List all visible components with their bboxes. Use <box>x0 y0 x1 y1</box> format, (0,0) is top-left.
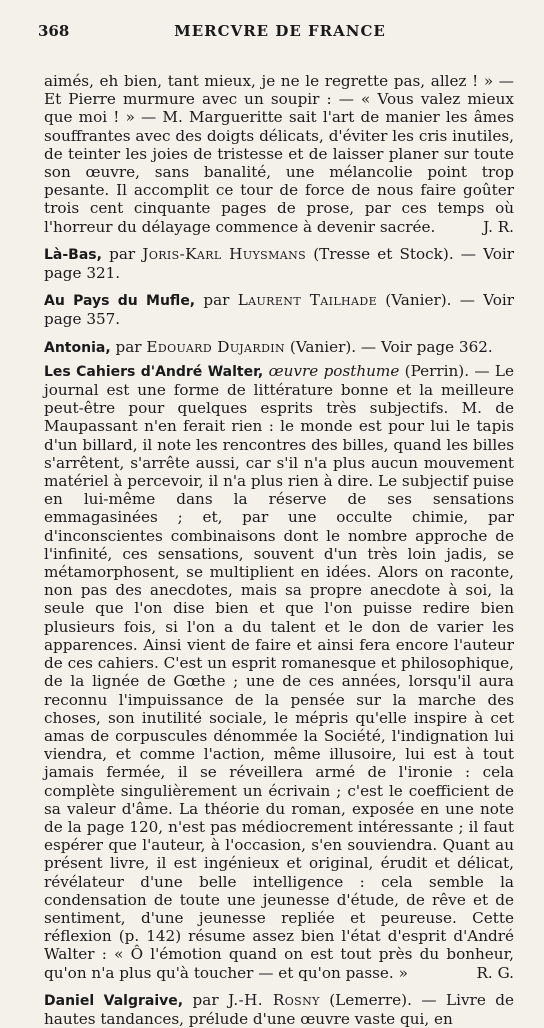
entry-publisher: (Vanier). — Voir page 362. <box>285 337 493 356</box>
entry-title: Au Pays du Mufle, <box>44 293 196 310</box>
entry-par: par <box>101 244 143 263</box>
entry-antonia <box>44 338 514 357</box>
continuation-paragraph <box>44 72 514 236</box>
entry-publisher: (Perrin). <box>399 361 470 380</box>
entry-title: Antonia, <box>44 339 111 356</box>
entry-title: Là-Bas, <box>44 246 102 263</box>
entry-subtitle: œuvre posthume <box>268 361 400 380</box>
entry-publisher: (Tresse et Stock). — Voir page 321. <box>44 244 514 283</box>
entry-publisher: (Vanier). — Voir page 357. <box>44 291 514 329</box>
entry-title: Les Cahiers d'André Walter, <box>44 363 264 380</box>
entry-par: par <box>110 337 147 356</box>
entry-body: (Lemerre). — Livre de hautes tandances, prélude d'une œuvre vaste qui, en <box>44 990 514 1028</box>
signature-rg: R. G. <box>476 963 514 982</box>
entry-author: Edouard Dujardin <box>146 337 286 356</box>
entry-daniel-valgraive <box>44 991 514 1028</box>
continuation-text: aimés, eh bien, tant mieux, je ne le regrette pas, allez ! » — Et Pierre murmure avec un soupir : — « Vous valez mieux que moi ! » — M. Margueritte sait l'art de manier les âmes souffrantes avec des doigts délicats, d'éviter les cris inutiles, de teinter les joies de tristesse et de laisser planer sur toute son œuvre, sans banalité, une mélancolie point trop pesante. Il accomplit ce tour de force de nous faire goûter trois cent cinquante pages de prose, par ces temps où l'horreur du délayage commence à devenir sacrée. <box>44 72 514 236</box>
page-number: 368 <box>38 22 70 40</box>
entry-body: — Le journal est une forme de littérature bonne et la meilleure peut-être pour quelques esprits très subjectifs. M. de Maupassant n'en ferait rien : le monde est pour lui le tapis d'un billard, il note les rencontres des billes, quand les billes s'arrêtent, s'arrête aussi, car s'il n'a plus aucun mouvement matériel à percevoir, il n'a plus rien à dire. Le subjectif puise en lui-même dans la réserve de ses sensations emmagasinées ; et, par une occulte chimie, par d'inconscientes combinaisons dont le nombre approche de l'infinité, ces sensations, souvent d'un très loin jadis, se métamorphosent, se multiplient en idées. Alors on raconte, non pas des anecdotes, mais sa propre anecdote à soi, la seule que l'on dise bien et que l'on puisse redire bien plusieurs fois, si l'on a du talent et le don de varier les apparences. Ainsi vient de faire et ainsi fera encore l'auteur de ces cahiers. C'est un esprit romanesque et philosophique, de la lignée de Gœthe ; une de ces années, lorsqu'il aura reconnu l'impuissance de la pensée sur la marche des choses, son inutilité sociale, le mépris qu'elle inspire à cet amas de corpuscules dénommée la Société, l'indignation lui viendra, et comme l'action, même illusoire, lui est à tout jamais fermée, il se réveillera armé de l'ironie : cela complète singulièrement un écrivain ; c'est le coefficient de sa valeur d'âme. La théorie du roman, exposée en une note de la page 120, n'est pas médiocrement intéressante ; il faut espérer que l'auteur, à l'occasion, s'en souviendra. Quant au présent livre, il est ingénieux et original, érudit et délicat, révélateur d'une belle intelligence : cela semble la condensation de toute une jeunesse d'étude, de rêve et de sentiment, d'une jeunesse repliée et peureuse. Cette réflexion (p. 142) résume assez bien l'état d'esprit d'André Walter : « Ô l'émotion quand on est tout près du bonheur, qu'on n'a plus qu'à toucher — et qu'on passe. » <box>44 361 514 982</box>
entry-au-pays-du-mufle <box>44 291 514 328</box>
running-head: MERCVRE DE FRANCE <box>174 22 386 40</box>
entry-par: par <box>183 990 229 1009</box>
entry-la-bas <box>44 245 514 282</box>
page-header <box>38 22 522 44</box>
page-content <box>44 72 514 1028</box>
entry-author: Joris-Karl Huysmans <box>142 244 307 263</box>
signature-jr: J. R. <box>483 217 514 236</box>
entry-author: J.-H. Rosny <box>228 990 320 1009</box>
entry-cahiers-andre-walter <box>44 362 514 982</box>
entry-author: Laurent Tailhade <box>237 291 378 310</box>
entry-title: Daniel Valgraive, <box>44 992 184 1009</box>
entry-par: par <box>195 291 238 310</box>
